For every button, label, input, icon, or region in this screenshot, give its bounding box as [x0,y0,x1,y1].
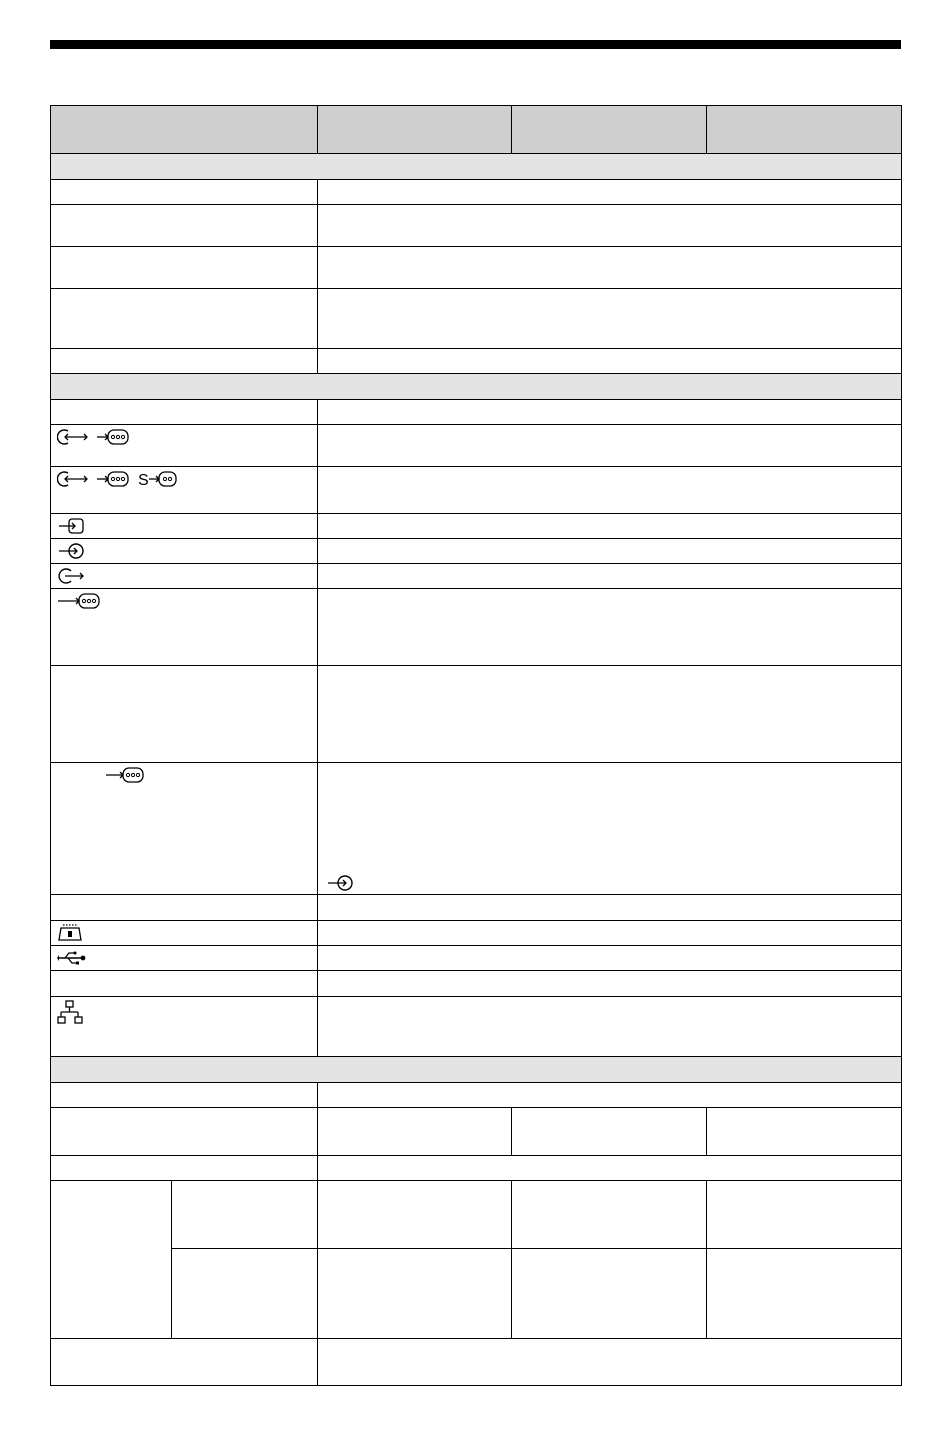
table-row-lan [51,997,902,1057]
spec-label [51,589,318,666]
spec-value [318,205,902,247]
table-row-av2 [51,467,902,514]
section-row-other [51,1057,902,1083]
section-header [51,374,902,400]
spec-label [51,247,318,289]
spec-value [318,921,902,946]
spec-value [318,349,902,374]
spec-sublabel [172,1249,318,1339]
spec-label [51,921,318,946]
table-row-av1 [51,425,902,467]
video-composite-in-icon [96,428,130,446]
specifications-table [50,105,902,1386]
table-row [51,1083,902,1108]
spec-value [512,1108,707,1156]
table-row-ci [51,921,902,946]
spec-value [318,539,902,564]
pc-input-icon [57,517,85,535]
spec-label [51,1156,318,1181]
audio-input-icon [57,542,85,560]
table-row [51,1156,902,1181]
spec-value [318,180,902,205]
table-row [51,1181,902,1249]
spec-value [512,1249,707,1339]
spec-value [318,1083,902,1108]
header-cell-3 [512,106,707,154]
spec-value [318,467,902,514]
table-row [51,1249,902,1339]
spec-value [318,1108,512,1156]
spec-value [318,946,902,971]
spec-label [51,997,318,1057]
header-row [51,106,902,154]
top-rule [50,40,901,49]
spec-value [318,514,902,539]
component-video-in-icon [57,592,101,610]
header-cell-1 [51,106,318,154]
spec-label [51,539,318,564]
spec-label [51,895,318,921]
spec-label [51,1108,318,1156]
spec-value [318,564,902,589]
spec-sublabel [172,1181,318,1249]
spec-value [318,1181,512,1249]
header-cell-4 [707,106,902,154]
audio-output-icon [57,567,87,585]
spec-value [318,1339,902,1386]
spec-value [318,763,902,895]
svg-text:S: S [137,472,149,488]
s-video-in-icon [138,470,178,488]
spec-value [707,1108,902,1156]
table-row [51,247,902,289]
table-row [51,180,902,205]
spec-label [51,289,318,349]
spec-value [318,1249,512,1339]
spec-label [51,349,318,374]
spec-label [51,564,318,589]
spec-group-label [51,1181,172,1339]
table-row [51,205,902,247]
section-header [51,1057,902,1083]
spec-label [51,205,318,247]
table-row-audio-in [51,539,902,564]
spec-value [318,971,902,997]
spec-value [318,400,902,425]
table-row [51,349,902,374]
spec-label [51,467,318,514]
spec-value [318,895,902,921]
table-row [51,895,902,921]
header-cell-2 [318,106,512,154]
table-row [51,289,902,349]
section-row-system [51,154,902,180]
table-row-usb [51,946,902,971]
table-row [51,666,902,763]
spec-label [51,180,318,205]
spec-value [318,425,902,467]
table-row-pc-in [51,514,902,539]
video-composite-in-icon [96,470,130,488]
spec-value [318,289,902,349]
ci-slot-icon [57,924,83,942]
spec-value [512,1181,707,1249]
spec-label [51,514,318,539]
spec-label [51,400,318,425]
component-video-in-icon [105,766,145,784]
table-row-hdmi [51,763,902,895]
table-row [51,971,902,997]
spec-value [707,1181,902,1249]
spec-label [51,971,318,997]
spec-value [318,997,902,1057]
spec-value [318,666,902,763]
spec-label [51,425,318,467]
section-row-inputs [51,374,902,400]
spec-label [51,763,318,895]
spec-label [51,666,318,763]
spec-value [707,1249,902,1339]
section-header [51,154,902,180]
audio-input-icon [326,874,354,892]
spec-label [51,946,318,971]
scart-in-out-icon [57,470,89,488]
spec-label [51,1339,318,1386]
table-row [51,1108,902,1156]
table-row [51,400,902,425]
usb-icon [57,949,87,967]
spec-value [318,1156,902,1181]
table-row [51,1339,902,1386]
spec-value [318,247,902,289]
spec-label [51,1083,318,1108]
scart-in-out-icon [57,428,89,446]
table-row-component [51,589,902,666]
table-row-audio-out [51,564,902,589]
spec-value [318,589,902,666]
lan-network-icon [57,1000,83,1026]
